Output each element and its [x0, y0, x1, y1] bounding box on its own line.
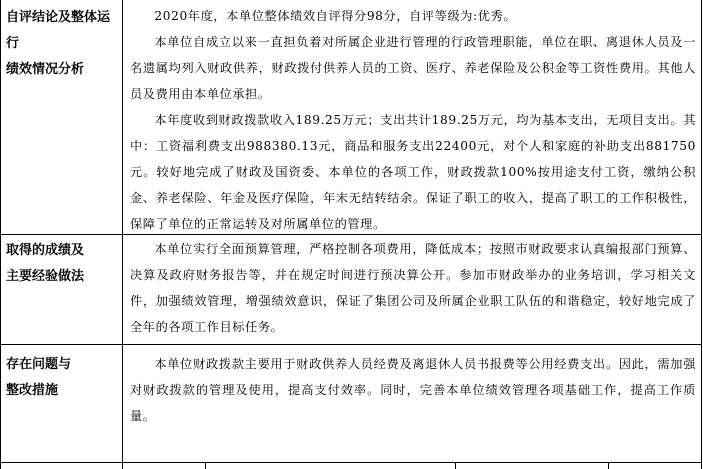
row-label-line: 主要经验做法: [6, 269, 85, 284]
paragraph: 本单位实行全面预算管理，严格控制各项费用，降低成本；按照市财政要求认真编报部门预算、决算及政府财务报告等，并在规定时间进行预决算公开。参加市财政举办的业务培训，学习相关文件，加强绩效管理，增强绩效意识，保证了集团公司及所属企业职工队伍的和谐稳定，较好地完成了全年的各项工作目标任务。: [130, 242, 696, 334]
row-content-self-evaluation: [130, 3, 696, 237]
row-label-line: 取得的成绩及: [6, 243, 85, 258]
bottom-row-tick-2: [455, 462, 456, 469]
bottom-row-tick-1: [205, 462, 206, 469]
row-label-line: 存在问题与: [6, 357, 72, 372]
row-content-issues: [130, 351, 696, 429]
paragraph: 2020年度，本单位整体绩效自评得分98分，自评等级为:优秀。: [154, 9, 517, 23]
row-divider-3: [0, 462, 702, 463]
row-label-line: 绩效情况分析: [6, 62, 85, 77]
row-divider-2: [0, 344, 702, 345]
bottom-row-tick-3: [608, 462, 609, 469]
paragraph: 本单位财政拨款主要用于财政供养人员经费及离退休人员书报费等公用经费支出。因此，需加强对财政拨款的管理及使用，提高支付效率。同时，完善本单位绩效管理各项基础工作，提高工作质量。: [130, 357, 696, 423]
row-label-issues: [6, 352, 71, 404]
row-label-achievements: [6, 238, 84, 290]
paragraph: 本单位自成立以来一直担负着对所属企业进行管理的行政管理职能，单位在职、离退休人员及一名遗属均列入财政供养，财政拨付供养人员的工资、医疗、养老保险及公积金等工资性费用。其他人员及费用由本单位承担。: [130, 35, 696, 101]
row-label-self-evaluation: [6, 5, 118, 83]
row-label-line: 自评结论及整体运行: [6, 10, 111, 51]
row-label-line: 整改措施: [6, 383, 59, 398]
paragraph: 本年度收到财政拨款收入189.25万元；支出共计189.25万元，均为基本支出，无项目支出。其中：工资福利费支出988380.13元，商品和服务支出22400元，对个人和家庭的补助支出881750元。较好地完成了财政及国资委、本单位的各项工作，财政拨款100%按用途支付工资，缴纳公积金、养老保险、年金及医疗保险，年末无结转结余。保证了职工的收入，提高了职工的工作积极性，保障了单位的正常运转及对所属单位的管理。: [130, 113, 696, 231]
row-content-achievements: [130, 236, 696, 340]
